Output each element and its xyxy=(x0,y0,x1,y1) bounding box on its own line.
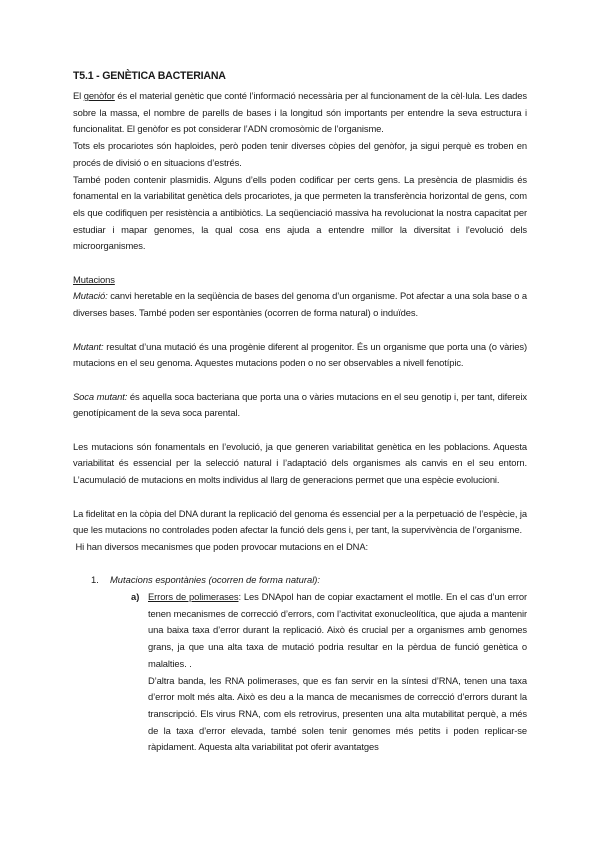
heading-mutacions: Mutacions xyxy=(73,273,115,285)
paragraph-mutacio xyxy=(73,288,527,321)
list-item-1-text: Mutacions espontànies (ocorren de forma natural): xyxy=(110,574,321,586)
mutacio-text: canvi heretable en la seqüència de bases del genoma d’un organisme. Pot afectar a una sola base o a diverses bases. També poden ser espontànies (ocorren de forma natural) o induïdes. xyxy=(73,290,527,319)
document-page xyxy=(73,70,527,756)
sub-item-a xyxy=(73,589,527,756)
paragraph-genofor xyxy=(73,88,527,138)
p1-text: és el material genètic que conté l’informació necessària per al funcionament de la cèl·lula. Les dades sobre la massa, el nombre de parells de bases i la longitud són importants per entendre la seva estructura i funcionalitat. El genòfor es pot considerar l’ADN cromosòmic de l’organisme. xyxy=(73,90,528,135)
paragraph-fidelitat: La fidelitat en la còpia del DNA durant la replicació del genoma és essencial per a la perpetuació de l’espècie, ja que les mutacions no controlades poden afectar la funció dels gens i, per tant, la supervivència de l’organisme. xyxy=(73,507,527,536)
mutant-text: resultat d’una mutació és una progènie diferent al progenitor. És un organisme que porta una (o vàries) mutacions en el seu genoma. Aquestes mutacions poden o no ser observables a nivell fenotípic. xyxy=(73,340,527,369)
paragraph-soca-mutant xyxy=(73,389,527,422)
term-genofor: genòfor xyxy=(83,90,115,101)
list-item-1 xyxy=(73,572,527,589)
sub-item-letter: a) xyxy=(131,591,140,602)
p1-prefix: El xyxy=(73,90,84,101)
paragraph-mutant xyxy=(73,339,527,372)
sub-item-a-paragraph-2: D’altra banda, les RNA polimerases, que es fan servir en la síntesi d’RNA, tenen una taxa d’error molt més alta. Això es deu a la manca de mecanismes de correcció d’errors durant la transcripció. Els virus RNA, com els retrovirus, presenten una alta mutabilitat perquè, a més de la taxa d’error elevada, també solen tenir genomes més petits i poden replicar-se ràpidament. Aquesta alta variabilitat pot oferir avantatges xyxy=(148,674,527,753)
soca-text: és aquella soca bacteriana que porta una o vàries mutacions en el seu genotip i, per tant, difereix genotípicament de la seva soca parental. xyxy=(73,390,527,419)
term-errors-polimerases: Errors de polimerases xyxy=(148,591,239,602)
sub-item-a-paragraph-1 xyxy=(148,589,527,673)
sub-p1-text: : Les DNApol han de copiar exactament el motlle. En el cas d’un error tenen mecanismes de correcció d’errors, com l’activitat exonucleolítica, que ajuda a mantenir una baixa taxa d’error durant la replicació. Això és crucial per a organismes amb genomes grans, ja que una alta taxa de mutació podria resultar en la pèrdua de funció genètica o malalties. . xyxy=(148,591,527,669)
paragraph-evolucio: Les mutacions són fonamentals en l’evolució, ja que generen variabilitat genètica en les poblacions. Aquesta variabilitat és essencial per la selecció natural i l’adaptació dels organismes als canvis en el seu entorn. L’acumulació de mutacions en molts individus al llarg de generacions permet que una espècie evolucioni. xyxy=(73,440,527,486)
paragraph-plasmidis: També poden contenir plasmidis. Alguns d’ells poden codificar per certs gens. La presència de plasmidis és fonamental en la variabilitat genètica dels procariotes, ja que permeten la transferència horizontal de gens, com els que codifiquen per resistència a antibiòtics. La seqüenciació massiva ha revolucionat la nostra capacitat per estudiar i mapar genomes, la qual cosa ens ajuda a entendre millor la diversitat i l’evolució dels microorganismes. xyxy=(73,173,527,252)
term-soca-mutant: Soca mutant: xyxy=(73,390,128,402)
term-mutant: Mutant: xyxy=(73,340,104,352)
paragraph-mecanismes: Hi han diversos mecanismes que poden provocar mutacions en el DNA: xyxy=(73,540,369,552)
paragraph-haploides: Tots els procariotes són haploides, però poden tenir diverses còpies del genòfor, ja sigui perquè es troben en procés de divisió o en situacions d’estrés. xyxy=(73,140,527,168)
list-number: 1. xyxy=(91,574,99,586)
section-title: T5.1 - GENÈTICA BACTERIANA xyxy=(73,70,226,82)
term-mutacio: Mutació: xyxy=(73,290,108,302)
